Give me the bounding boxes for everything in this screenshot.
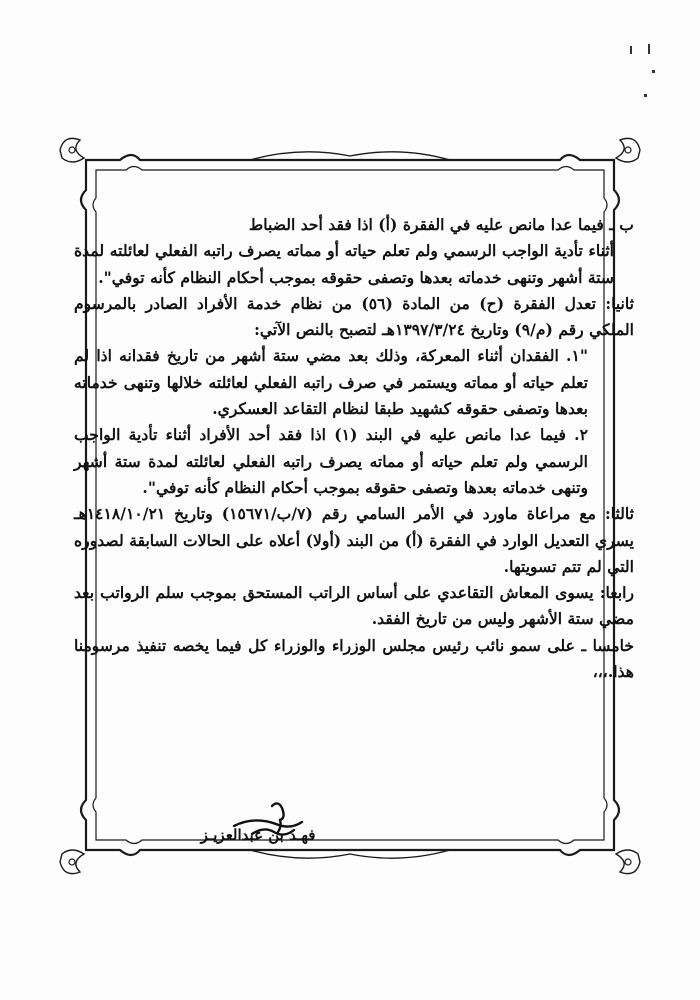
decree-text (74, 212, 634, 685)
paragraph-b-continued: أثناء تأدية الواجب الرسمي ولم تعلم حياته أو مماته يصرف راتبه الفعلي لعائلته لمدة ستة أشهر وتنهى خدماته بعدها وتصفى حقوقه بموجب أحكام النظام كأنه توفي". (74, 241, 614, 287)
paragraph-item-1: "١. الفقدان أثناء المعركة، وذلك بعد مضي ستة أشهر من تاريخ فقدانه اذا لم تعلم حياته أو مماته ويستمر في صرف راتبه الفعلي لعائلته خلالها وتنهى خدماته بعدها وتصفى حقوقه كشهيد طبقا لنظام التقاعد العسكري. (74, 346, 588, 419)
paragraph-fifth: خامسا ـ على سمو نائب رئيس مجلس الوزراء والوزراء كل فيما يخصه تنفيذ مرسومنا هذا.،،، (74, 635, 634, 682)
paragraph-fourth: رابعا: يسوى المعاش التقاعدي على أساس الراتب المستحق بموجب سلم الرواتب بعد مضي ستة الأشهر وليس من تاريخ الفقد. (74, 583, 634, 629)
signer-name: فهـد بن عبدالعزيـز (200, 826, 316, 844)
paragraph-third: ثالثا: مع مراعاة ماورد في الأمر السامي رقم (٧/ب/١٥٦٧١) وتاريخ ١٤١٨/١٠/٢١هـ يسري التعديل الوارد في الفقرة (أ) من البند (أولا) أعلاه على الحالات السابقة لصدوره التي لم تتم تسويتها. (74, 504, 635, 576)
paragraph-b: ب ـ فيما عدا مانص عليه في الفقرة (أ) اذا فقد أحد الضباط (248, 215, 634, 234)
paragraph-item-2: ٢. فيما عدا مانص عليه في البند (١) اذا فقد أحد الأفراد أثناء تأدية الواجب الرسمي ولم تعلم حياته أو مماته يصرف راتبه الفعلي لعائلته لمدة ستة أشهر وتنهى خدماته بعدها وتصفى حقوقه بموجب أحكام النظام كأنه توفي". (74, 425, 588, 497)
paragraph-second: ثانيا: تعدل الفقرة (ح) من المادة (٥٦) من نظام خدمة الأفراد الصادر بالمرسوم الملكي رقم (م/٩) وتاريخ ١٣٩٧/٣/٢٤هـ لتصبح بالنص الآتي: (74, 293, 634, 340)
